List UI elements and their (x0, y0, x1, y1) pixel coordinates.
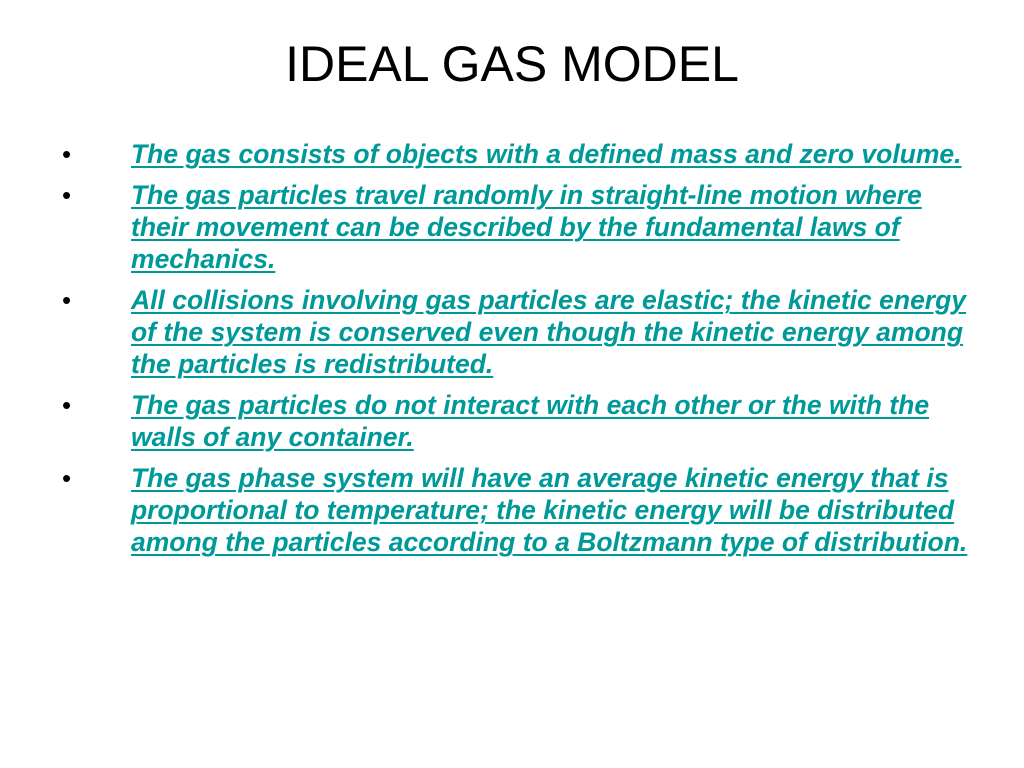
bullet-link-text[interactable]: The gas particles do not interact with each other or the with the walls of any container. (131, 390, 930, 452)
bullet-dot-icon: • (62, 139, 72, 169)
bullet-link-text[interactable]: The gas consists of objects with a defined mass and zero volume. (131, 139, 962, 169)
bullet-dot-icon: • (62, 285, 72, 315)
bullet-link-text[interactable]: The gas phase system will have an average kinetic energy that is proportional to temperature; the kinetic energy will be distributed among the particles according to a Boltzmann type of distribution. (131, 463, 968, 557)
bullet-dot-icon: • (62, 180, 72, 210)
bullet-item (0, 284, 1024, 380)
bullet-list (0, 138, 1024, 567)
bullet-item (0, 462, 1024, 558)
bullet-item (0, 179, 1024, 275)
bullet-dot-icon: • (62, 390, 72, 420)
bullet-dot-icon: • (62, 463, 72, 493)
bullet-item (0, 389, 1024, 453)
bullet-link-text[interactable]: The gas particles travel randomly in straight-line motion where their movement can be described by the fundamental laws of mechanics. (131, 180, 922, 274)
bullet-item (0, 138, 1024, 170)
bullet-link-text[interactable]: All collisions involving gas particles are elastic; the kinetic energy of the system is conserved even though the kinetic energy among the particles is redistributed. (131, 285, 967, 379)
slide-title: IDEAL GAS MODEL (285, 36, 739, 92)
